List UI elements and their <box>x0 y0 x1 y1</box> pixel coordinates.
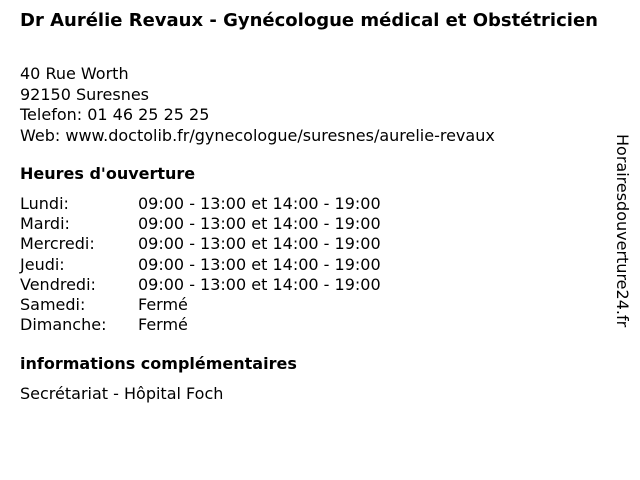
day-label: Jeudi: <box>20 254 65 274</box>
day-hours: 09:00 - 13:00 et 14:00 - 19:00 <box>138 274 381 294</box>
website-address: Web: www.doctolib.fr/gynecologue/suresnes/aurelie-revaux <box>20 125 495 145</box>
hours-row-monday <box>20 194 381 214</box>
hours-row-wednesday <box>20 234 381 254</box>
phone-number: Telefon: 01 46 25 25 25 <box>20 105 210 124</box>
page-title: Dr Aurélie Revaux - Gynécologue médical et Obstétricien <box>20 10 598 31</box>
day-hours: 09:00 - 13:00 et 14:00 - 19:00 <box>138 254 381 274</box>
day-hours: 09:00 - 13:00 et 14:00 - 19:00 <box>138 194 381 213</box>
day-hours: Fermé <box>138 315 188 335</box>
info-heading: informations complémentaires <box>20 354 297 373</box>
opening-hours-table <box>20 194 381 335</box>
hours-heading: Heures d'ouverture <box>20 164 196 183</box>
hours-row-friday <box>20 275 381 295</box>
day-label: Vendredi: <box>20 274 96 294</box>
hours-row-thursday <box>20 255 381 275</box>
street-address: 40 Rue Worth <box>20 64 129 83</box>
hours-row-sunday <box>20 315 381 335</box>
day-label: Dimanche: <box>20 315 107 335</box>
day-hours: 09:00 - 13:00 et 14:00 - 19:00 <box>138 234 381 254</box>
city-postcode: 92150 Suresnes <box>20 84 150 104</box>
hours-row-tuesday <box>20 214 381 234</box>
day-hours: 09:00 - 13:00 et 14:00 - 19:00 <box>138 214 381 234</box>
site-watermark: Horairesdouverture24.fr <box>613 134 632 328</box>
day-label: Mercredi: <box>20 234 95 254</box>
day-label: Lundi: <box>20 194 69 213</box>
day-hours: Fermé <box>138 295 188 315</box>
day-label: Mardi: <box>20 214 70 234</box>
contact-block <box>20 64 495 146</box>
day-label: Samedi: <box>20 295 86 315</box>
info-text: Secrétariat - Hôpital Foch <box>20 384 224 403</box>
hours-row-saturday <box>20 295 381 315</box>
